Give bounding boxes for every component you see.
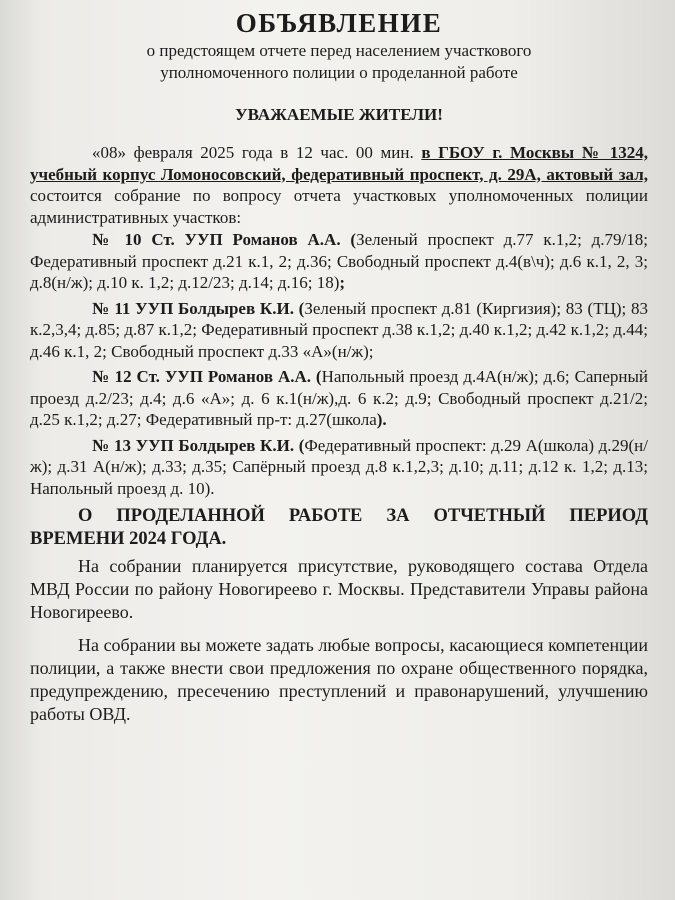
precinct-13-officer: № 13 УУП Болдырев К.И. ( [92,435,305,455]
precinct-12-addresses: Напольный проезд д.4А(н/ж); д.6; Саперный проезд д.2/23; д.4; д.6 «А»; д. 6 к.1(н/ж),д. 6 к.2; д.9; Свободный проспект д.21/2; д.25 к.1,2; д.27; Федеративный пр-т: д.27(школа [30,367,648,429]
precinct-13-addresses: Федеративный проспект: д.29 А(школа) д.29(н/ж); д.31 А(н/ж); д.33; д.35; Сапёрный проезд д.8 к.1,2,3; д.10; д.11; д.12 к. 1,2; д.13; Напольный проезд д. 10). [30,435,649,498]
document-subtitle [30,40,648,84]
intro-paragraph [30,142,648,228]
precinct-13 [30,435,648,500]
precinct-10-end: ; [339,273,346,292]
precinct-10-addresses: Зеленый проспект д.77 к.1,2; д.79/18; Федеративный проспект д.21 к.1, 2; д.36; Свободный проспект д.4(в\ч); д.6 к.1, 2, 3; д.8(н/ж); д.10 к. 1,2; д.12/23; д.14; д.16; 18) [30,230,648,292]
precinct-12-end: ). [376,410,387,429]
precinct-11-addresses: Зеленый проспект д.81 (Киргизия); 83 (ТЦ); 83 к.2,3,4; д.85; д.87 к.1,2; Федеративный проспект д.38 к.1,2; д.40 к.1,2; д.42 к.1,2; д.44; д.46 к.1, 2; Свободный проспект д.33 «А»(н/ж); [30,298,648,361]
greeting: УВАЖАЕМЫЕ ЖИТЕЛИ! [235,105,443,124]
meeting-datetime: «08» февраля 2025 года в 12 час. 00 мин. [92,143,422,162]
precinct-10 [30,229,648,294]
report-heading: О ПРОДЕЛАННОЙ РАБОТЕ ЗА ОТЧЕТНЫЙ ПЕРИОД ВРЕМЕНИ 2024 ГОДА. [30,506,648,549]
questions-paragraph: На собрании вы можете задать любые вопросы, касающиеся компетенции полиции, а также внести свои предложения по охране общественного порядка, предупреждению, пресечению преступлений и правонарушений, улучшению работы ОВД. [30,635,648,724]
meeting-location: в ГБОУ г. Москвы № 1324, учебный корпус Ломоносовский, федеративный проспект, д. 29А, актовый зал, [30,143,648,184]
document-title: ОБЪЯВЛЕНИЕ [235,8,443,38]
precinct-12-officer: № 12 Ст. УУП Романов А.А. ( [92,367,322,386]
precinct-11 [30,298,648,363]
meeting-purpose: состоится собрание по вопросу отчета участковых уполномоченных полиции административных участков: [30,186,648,227]
precinct-12 [30,366,648,431]
subtitle-line-1: о предстоящем отчете перед населением участкового [146,41,532,60]
subtitle-line-2: уполномоченного полиции о проделанной работе [160,63,518,82]
attendance-paragraph: На собрании планируется присутствие, руководящего состава Отдела МВД России по району Новогиреево г. Москвы. Представители Управы района Новогиреево. [30,556,648,622]
precinct-11-officer: № 11 УУП Болдырев К.И. ( [92,298,305,318]
precinct-10-officer: № 10 Ст. УУП Романов А.А. ( [92,230,357,249]
announcement-sheet [14,0,662,900]
